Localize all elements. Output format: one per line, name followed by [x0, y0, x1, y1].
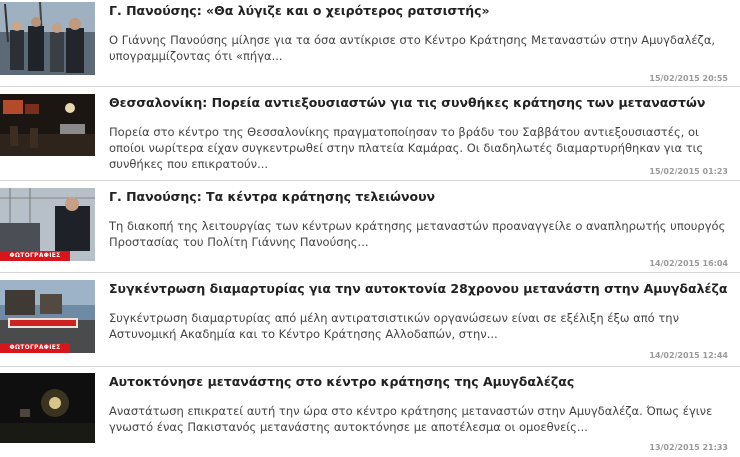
news-title[interactable]: Γ. Πανούσης: Τα κέντρα κράτησης τελειώνουν	[109, 189, 436, 204]
news-thumbnail[interactable]	[0, 188, 95, 261]
news-item[interactable]	[0, 188, 740, 272]
news-summary: Πορεία στο κέντρο της Θεσσαλονίκης πραγματοποίησαν το βράδυ του Σαββάτου αντιεξουσιαστές, οι οποίοι νωρίτερα είχαν συγκεντρωθεί στην πλατεία Καμάρας. Οι διαδηλωτές διαμαρτυρήθηκαν για τις συνθήκες που επικρατούν...	[109, 125, 704, 171]
news-summary: Ο Γιάννης Πανούσης μίλησε για τα όσα αντίκρισε στο Κέντρο Κράτησης Μεταναστών στην Αμυγδαλέζα, υπογραμμίζοντας ότι «πήγα...	[109, 33, 716, 63]
news-date: 15/02/2015 20:55	[649, 74, 728, 83]
news-date: 15/02/2015 01:23	[649, 167, 728, 176]
news-date: 14/02/2015 16:04	[649, 259, 728, 268]
news-item[interactable]	[0, 280, 740, 366]
news-title[interactable]: Γ. Πανούσης: «Θα λύγιζε και ο χειρότερος ρατσιστής»	[109, 3, 490, 18]
news-summary: Τη διακοπή της λειτουργίας των κέντρων κράτησης μεταναστών προαναγγείλε ο αναπληρωτής υπουργός Προστασίας του Πολίτη Γιάννης Πανούσης...	[109, 219, 726, 249]
news-summary: Αναστάτωση επικρατεί αυτή την ώρα στο κέντρο κράτησης μεταναστών στην Αμυγδαλέζα. Όπως έγινε γνωστό ένας Πακιστανός μετανάστης αυτοκτόνησε με αποτέλεσμα οι ομοεθνείς...	[109, 404, 713, 434]
photos-badge: ΦΩΤΟΓΡΑΦΙΕΣ	[0, 251, 70, 261]
divider	[0, 180, 740, 181]
divider	[0, 272, 740, 273]
news-title[interactable]: Θεσσαλονίκη: Πορεία αντιεξουσιαστών για τις συνθήκες κράτησης των μεταναστών	[109, 95, 706, 110]
news-thumbnail[interactable]	[0, 94, 95, 156]
news-item[interactable]	[0, 94, 740, 180]
news-thumbnail[interactable]	[0, 280, 95, 353]
news-date: 13/02/2015 21:33	[649, 443, 728, 452]
news-summary: Συγκέντρωση διαμαρτυρίας από μέλη αντιρατσιστικών οργανώσεων είναι σε εξέλιξη έξω από την Αστυνομική Ακαδημία και το Κέντρο Κράτησης Αλλοδαπών, στην...	[109, 311, 680, 341]
news-item[interactable]	[0, 373, 740, 457]
news-item[interactable]	[0, 2, 740, 86]
photos-badge: ΦΩΤΟΓΡΑΦΙΕΣ	[0, 343, 70, 353]
news-date: 14/02/2015 12:44	[649, 351, 728, 360]
divider	[0, 86, 740, 87]
news-title[interactable]: Αυτοκτόνησε μετανάστης στο κέντρο κράτησης της Αμυγδαλέζας	[109, 374, 575, 389]
divider	[0, 366, 740, 367]
news-title[interactable]: Συγκέντρωση διαμαρτυρίας για την αυτοκτονία 28χρονου μετανάστη στην Αμυγδαλέζα	[109, 281, 728, 296]
news-thumbnail[interactable]	[0, 2, 95, 75]
news-thumbnail[interactable]	[0, 373, 95, 443]
